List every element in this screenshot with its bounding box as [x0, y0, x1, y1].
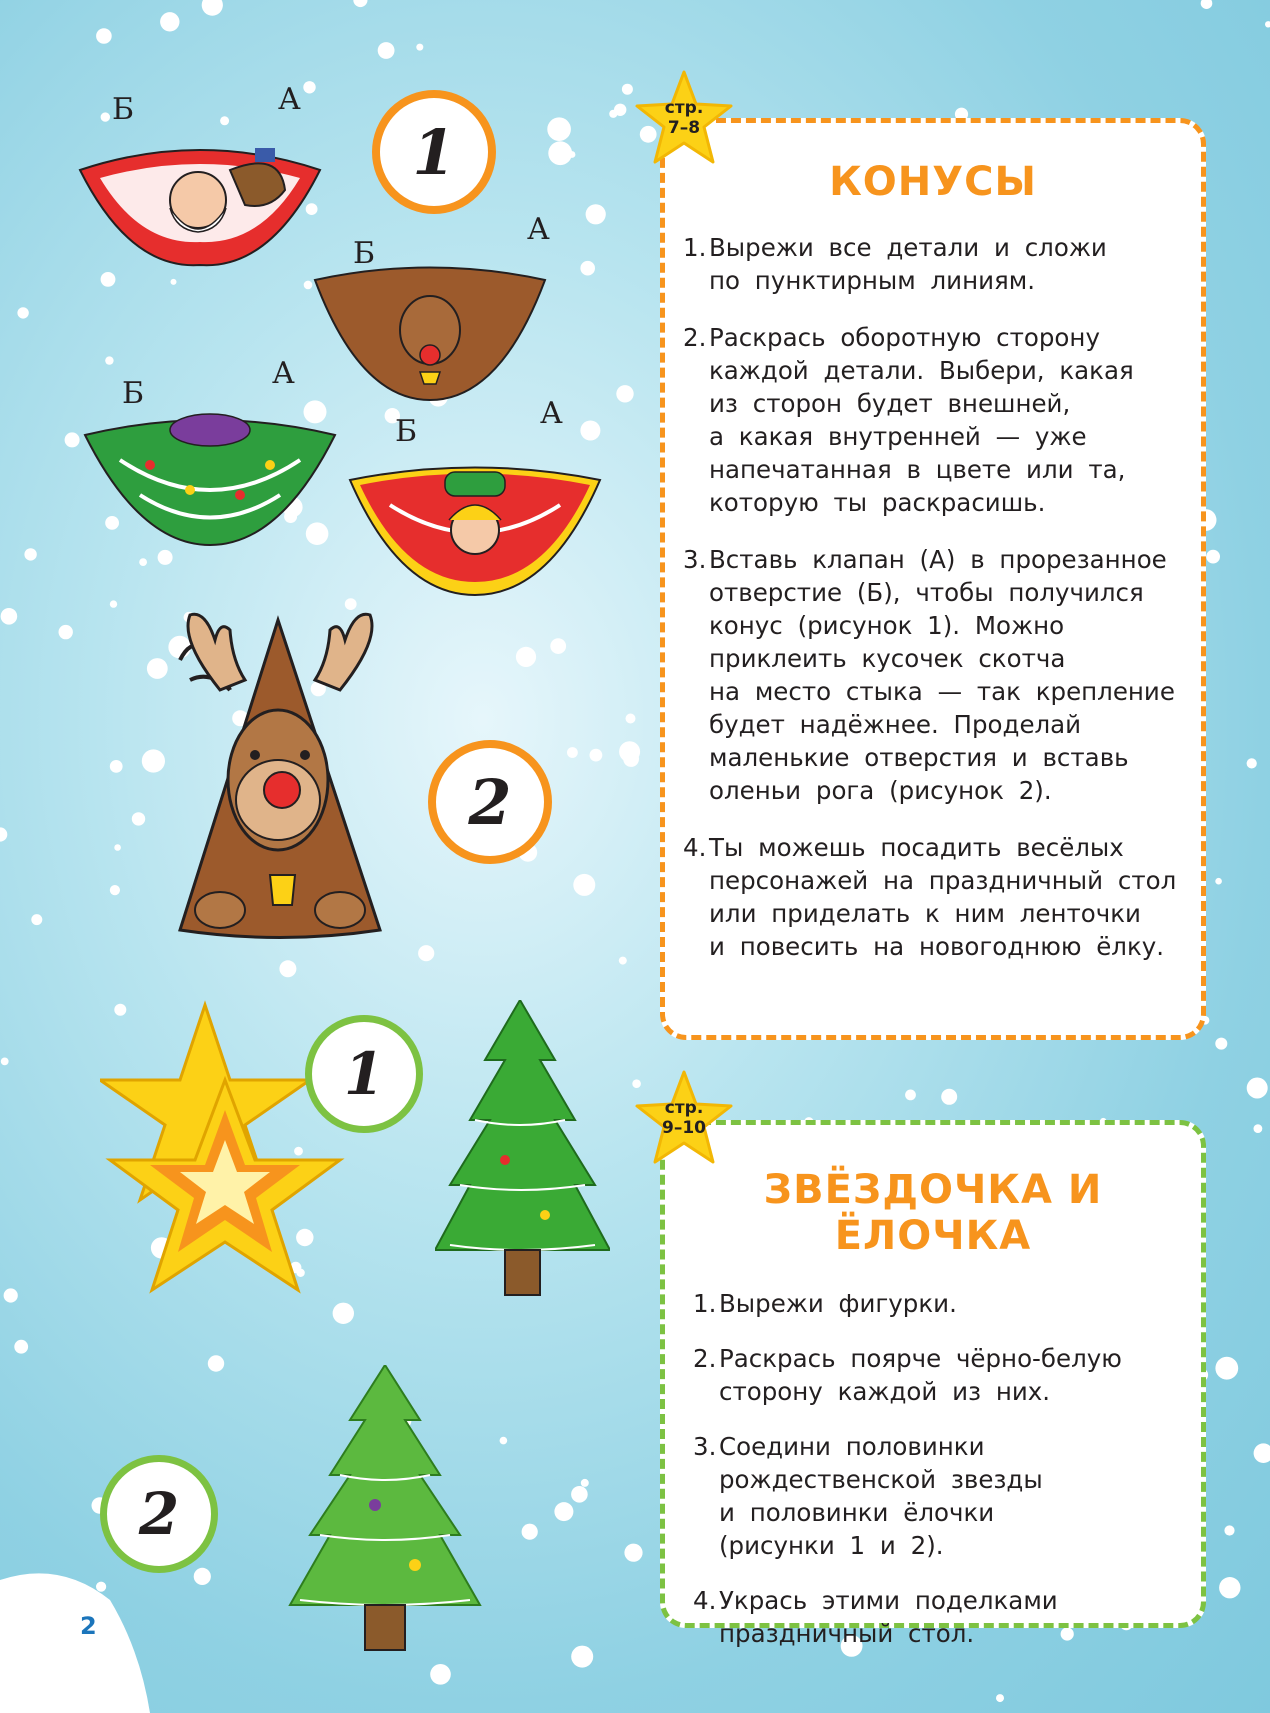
- snowflake: [609, 110, 617, 118]
- snowflake: [65, 432, 80, 447]
- cone-tree-illustration: [80, 410, 340, 550]
- figure-number-circle-star-1: 1: [305, 1015, 423, 1133]
- snowflake: [353, 0, 367, 7]
- snowflake: [1265, 21, 1270, 27]
- snowflake: [0, 827, 7, 841]
- snowflake: [573, 874, 595, 896]
- label-b-elf: Б: [395, 414, 418, 449]
- snowflake: [941, 1089, 957, 1105]
- snowflake: [194, 1568, 211, 1585]
- snowflake: [208, 1355, 224, 1371]
- snowflake: [580, 421, 600, 441]
- snowflake: [220, 116, 229, 125]
- snowflake: [905, 1090, 916, 1101]
- label-a-tree: А: [272, 356, 295, 391]
- snowflake: [158, 550, 173, 565]
- badge2-line1: стр.: [664, 1098, 704, 1118]
- badge1-line2: 7–8: [667, 118, 701, 138]
- star-tree-step-3: 3. Соедини половинки рождественской звезды и половинки ёлочки (рисунки 1 и 2).: [693, 1432, 1043, 1560]
- snowflake: [1215, 1038, 1227, 1050]
- snowflake: [416, 44, 423, 51]
- figure-number-circle-tree-2: 2: [100, 1455, 218, 1573]
- snowflake: [1219, 1577, 1240, 1598]
- snowflake: [996, 1694, 1004, 1702]
- label-b-santa: Б: [112, 92, 135, 127]
- snowflake: [1215, 1357, 1238, 1380]
- snowflake: [616, 385, 633, 402]
- snowflake: [333, 1303, 354, 1324]
- snowflake: [1224, 1525, 1234, 1535]
- snowflake: [548, 141, 572, 165]
- label-a-deer: А: [527, 212, 550, 247]
- cones-step-3: 3. Вставь клапан (А) в прорезанное отверстие (Б), чтобы получился конус (рисунок 1). Можно приклеить кусочек скотча на место стыка — так крепление будет надёжнее. Проделай маленькие отверстия и вставь оленьи рога (рисунок 2).: [683, 545, 1175, 805]
- snowflake: [96, 28, 112, 44]
- tree-craft-illustration-2: [280, 1365, 490, 1665]
- snowflake: [1254, 1443, 1270, 1463]
- snowflake: [1247, 758, 1257, 768]
- snowflake: [96, 1582, 106, 1592]
- snowflake: [581, 1479, 589, 1487]
- snowflake: [550, 638, 566, 654]
- snowflake: [101, 272, 116, 287]
- snowflake: [547, 117, 571, 141]
- snowflake: [522, 1524, 538, 1540]
- cones-instruction-card: [660, 118, 1206, 1040]
- snowflake: [303, 81, 315, 93]
- snowflake: [160, 12, 179, 31]
- figure-number-circle-deer-2: 2: [428, 740, 552, 864]
- label-a-elf: А: [540, 396, 563, 431]
- page-ref-star-badge-2: [634, 1070, 734, 1166]
- snowflake: [110, 600, 117, 607]
- snowflake: [114, 844, 121, 851]
- snowflake: [580, 261, 595, 276]
- snowflake: [202, 0, 223, 16]
- cone-elf-illustration: [345, 460, 605, 600]
- snowflake: [571, 1646, 593, 1668]
- cones-step-1: 1. Вырежи все детали и сложи по пунктирным линиям.: [683, 233, 1107, 295]
- snowflake: [623, 751, 639, 767]
- snowflake: [132, 812, 145, 825]
- snowflake: [1247, 1078, 1268, 1099]
- snowflake: [619, 957, 627, 965]
- deer-cone-illustration: [160, 600, 400, 950]
- star-tree-step-4: 4. Укрась этими поделками праздничный стол.: [693, 1586, 1058, 1648]
- cones-steps-list: [665, 231, 1201, 963]
- snowflake: [4, 1288, 18, 1302]
- snowflake: [24, 548, 36, 560]
- snowflake: [571, 1486, 588, 1503]
- figure-number-circle-cones-1: 1: [372, 90, 496, 214]
- snowflake: [554, 1502, 573, 1521]
- tree-craft-illustration-1: [435, 1000, 610, 1340]
- snowflake: [1, 1058, 9, 1066]
- cones-step-4: 4. Ты можешь посадить весёлых персонажей на праздничный стол или приделать к ним ленточки и повесить на новогоднюю ёлку.: [683, 833, 1177, 961]
- snowflake: [516, 647, 536, 667]
- snowflake: [139, 558, 147, 566]
- star-tree-title: ЗВЁЗДОЧКА И ЁЛОЧКА: [763, 1167, 1103, 1259]
- label-a-santa: А: [278, 82, 301, 117]
- snowflake: [590, 749, 603, 762]
- snowflake: [171, 279, 177, 285]
- star-tree-step-1: 1. Вырежи фигурки.: [693, 1289, 957, 1318]
- snowflake: [1254, 1124, 1263, 1133]
- snowflake: [418, 945, 434, 961]
- snowflake: [1201, 0, 1213, 9]
- cones-title: КОНУСЫ: [829, 159, 1037, 205]
- snowflake: [1215, 878, 1222, 885]
- snowflake: [17, 307, 28, 318]
- snowflake: [626, 714, 636, 724]
- page-number: 2: [80, 1612, 97, 1640]
- snowflake: [567, 747, 578, 758]
- snowflake: [1, 608, 18, 625]
- snowflake: [1206, 550, 1220, 564]
- snowflake: [101, 112, 110, 121]
- snowflake: [624, 1544, 642, 1562]
- badge2-line2: 9–10: [662, 1118, 706, 1138]
- snowflake: [586, 204, 606, 224]
- star-tree-instruction-card: [660, 1120, 1206, 1648]
- snowflake: [430, 1664, 451, 1685]
- snowflake: [500, 1437, 508, 1445]
- snowflake: [14, 1340, 28, 1354]
- snowflake: [622, 84, 633, 95]
- snowflake: [58, 625, 72, 639]
- page-ref-star-badge-1: [634, 70, 734, 166]
- snowflake: [110, 885, 120, 895]
- star-tree-steps-list: [665, 1287, 1201, 1650]
- cone-deer-illustration: [310, 260, 550, 410]
- label-b-tree: Б: [122, 376, 145, 411]
- snowflake: [378, 42, 395, 59]
- cones-step-2: 2. Раскрась оборотную сторону каждой детали. Выбери, какая из сторон будет внешней, а какая внутренней — уже напечатанная в цвете или та, которую ты раскрасишь.: [683, 323, 1134, 517]
- star-tree-step-2: 2. Раскрась поярче чёрно-белую сторону каждой из них.: [693, 1344, 1122, 1406]
- snowflake: [31, 914, 42, 925]
- cone-santa-illustration: [70, 130, 330, 270]
- snowflake: [105, 356, 113, 364]
- label-b-deer: Б: [353, 236, 376, 271]
- badge1-line1: стр.: [664, 98, 704, 118]
- snowflake: [279, 960, 296, 977]
- snowflake: [110, 760, 123, 773]
